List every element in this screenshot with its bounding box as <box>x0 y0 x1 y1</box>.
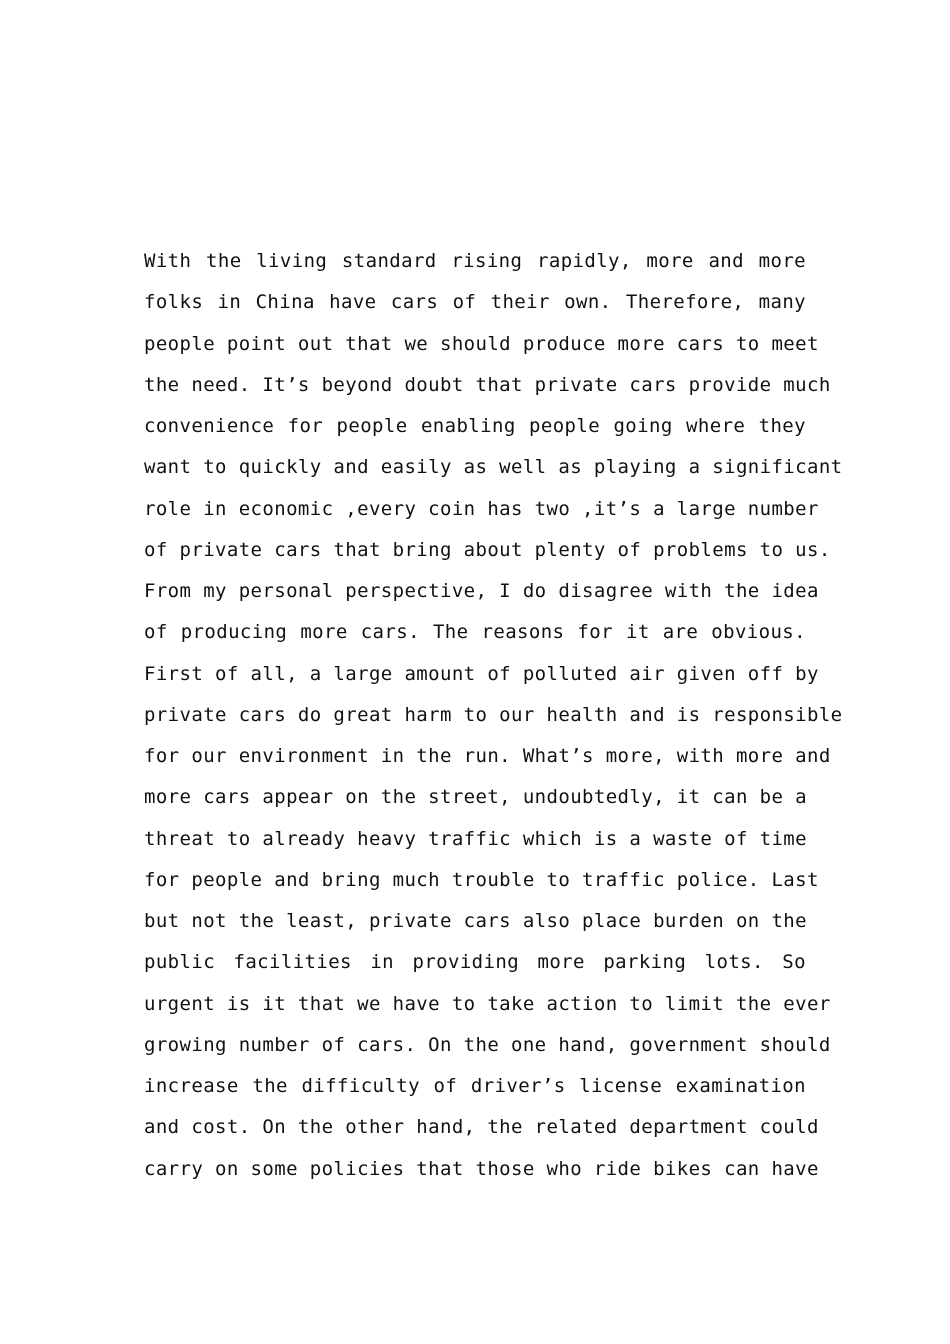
text-line: role in economic ,every coin has two ,it’s a large number <box>144 497 819 520</box>
text-line: growing number of cars. On the one hand, government should <box>144 1033 831 1056</box>
text-line: the need. It’s beyond doubt that private cars provide much <box>144 373 831 396</box>
text-line: private cars do great harm to our health and is responsible <box>144 703 843 726</box>
text-line: people point out that we should produce more cars to meet <box>144 332 819 355</box>
essay-body <box>144 241 843 1190</box>
text-line: increase the difficulty of driver’s license examination <box>144 1075 806 1097</box>
text-line: First of all, a large amount of polluted air given off by <box>144 662 819 685</box>
text-line: for people and bring much trouble to traffic police. Last <box>144 868 819 891</box>
text-line: but not the least, private cars also place burden on the <box>144 910 807 932</box>
text-line: more cars appear on the street, undoubtedly, it can be a <box>144 786 807 809</box>
text-line: threat to already heavy traffic which is a waste of time <box>144 827 807 850</box>
text-line: convenience for people enabling people going where they <box>144 415 806 437</box>
text-line: and cost. On the other hand, the related department could <box>144 1116 819 1139</box>
text-line: From my personal perspective, I do disagree with the idea <box>144 580 819 602</box>
text-line: of producing more cars. The reasons for it are obvious. <box>144 621 806 644</box>
text-line: carry on some policies that those who ride bikes can have <box>144 1157 819 1180</box>
text-line: With the living standard rising rapidly, more and more <box>144 250 806 272</box>
text-line: for our environment in the run. What’s more, with more and <box>144 745 831 767</box>
text-line: urgent is it that we have to take action to limit the ever <box>144 992 831 1015</box>
text-line: public facilities in providing more parking lots. So <box>144 951 806 974</box>
text-line: want to quickly and easily as well as playing a significant <box>144 456 843 479</box>
text-line: folks in China have cars of their own. Therefore, many <box>144 291 806 314</box>
text-line: of private cars that bring about plenty of problems to us. <box>144 538 831 561</box>
